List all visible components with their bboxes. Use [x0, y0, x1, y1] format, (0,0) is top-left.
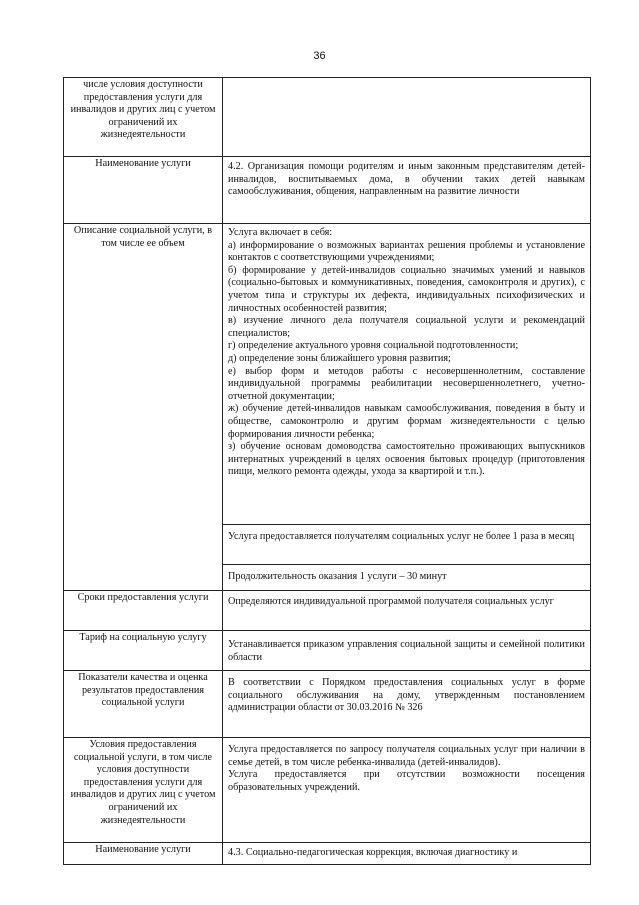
table-row — [64, 78, 591, 157]
content-paragraph: Устанавливается приказом управления социальной защиты и семейной политики области — [228, 639, 585, 663]
content-paragraph: 4.2. Организация помощи родителям и иным законным представителям детей-инвалидов, воспитываемых дома, в обучении таких детей навыкам самообслуживания, общения, направленным на развитие личности — [228, 161, 585, 198]
table-row — [64, 591, 591, 631]
row-label: Описание социальной услуги, в том числе ее объем — [64, 224, 223, 591]
row-content — [223, 591, 591, 631]
row-content — [223, 631, 591, 671]
description-item-z: з) обучение основам домоводства самостоятельно проживающих выпускников интернатных учреждений в целях освоения бытовых процедур (приготовления пищи, мелкого ремонта одежды, ухода за квартирой и т.п.). — [228, 441, 585, 478]
duration-text: Продолжительность оказания 1 услуги – 30 минут — [228, 571, 447, 582]
description-item-d: д) определение зоны ближайшего уровня развития; — [228, 352, 451, 364]
description-intro: Услуга включает в себя: — [228, 227, 333, 238]
description-item-g: г) определение актуального уровня социальной подготовленности; — [228, 340, 519, 352]
service-duration — [223, 565, 591, 591]
row-label: числе условия доступности предоставления услуги для инвалидов и других лиц с учетом ограничений их жизнедеятельности — [64, 78, 223, 157]
content-paragraph: 4.3. Социально-педагогическая коррекция, включая диагностику и — [228, 847, 518, 858]
row-label: Условия предоставления социальной услуги, в том числе условия доступности предоставления услуги для инвалидов и других лиц с учетом ограничений их жизнедеятельности — [64, 738, 223, 843]
row-content — [223, 843, 591, 865]
table-row — [64, 631, 591, 671]
frequency-text: Услуга предоставляется получателям социальных услуг не более 1 раза в месяц — [228, 531, 575, 542]
service-description-list — [223, 224, 591, 525]
content-paragraph: Услуга предоставляется по запросу получателя социальных услуг при наличии в семье детей, в том числе ребенка-инвалида (детей-инвалидов). — [228, 744, 585, 768]
description-item-a: а) информирование о возможных вариантах решения проблемы и установление контактов с соответствующими учреждениями; — [228, 239, 585, 264]
services-table — [63, 77, 591, 865]
row-label: Тариф на социальную услугу — [64, 631, 223, 671]
table-row — [64, 738, 591, 843]
row-label: Показатели качества и оценка результатов предоставления социальной услуги — [64, 671, 223, 738]
row-content — [223, 157, 591, 224]
content-paragraph: В соответствии с Порядком предоставления социальных услуг в форме социального обслуживания на дому, утвержденным постановлением администрации области от 30.03.2016 № 326 — [228, 677, 585, 714]
service-frequency — [223, 525, 591, 565]
description-item-zh: ж) обучение детей-инвалидов навыкам самообслуживания, поведения в быту и обществе, самоконтролю и другим формам жизнедеятельности с целью формирования личности ребенка; — [228, 403, 585, 440]
row-content — [223, 738, 591, 843]
content-paragraph: Определяются индивидуальной программой получателя социальных услуг — [228, 596, 554, 607]
row-label: Наименование услуги — [64, 157, 223, 224]
content-paragraph: Услуга предоставляется при отсутствии возможности посещения образовательных учреждений. — [228, 769, 585, 793]
description-item-b: б) формирование у детей-инвалидов социально значимых умений и навыков (социально-бытовых и коммуникативных, поведения, самоконтроля и других), с учетом типа и структуры их дефекта, индивидуальных психофизических и личностных особенностей развития; — [228, 264, 585, 314]
description-item-e: е) выбор форм и методов работы с несовершеннолетним, составление индивидуальной программы реабилитации несовершеннолетнего, учетно-отчетной документации; — [228, 365, 585, 402]
row-content — [223, 78, 591, 157]
table-row — [64, 157, 591, 224]
page-number: 36 — [313, 50, 326, 62]
row-label: Сроки предоставления услуги — [64, 591, 223, 631]
description-item-v: в) изучение личного дела получателя социальной услуги и рекомендаций специалистов; — [228, 315, 585, 339]
row-label: Наименование услуги — [64, 843, 223, 865]
table-row — [64, 843, 591, 865]
table-row — [64, 671, 591, 738]
table-row — [64, 224, 591, 525]
row-content — [223, 671, 591, 738]
